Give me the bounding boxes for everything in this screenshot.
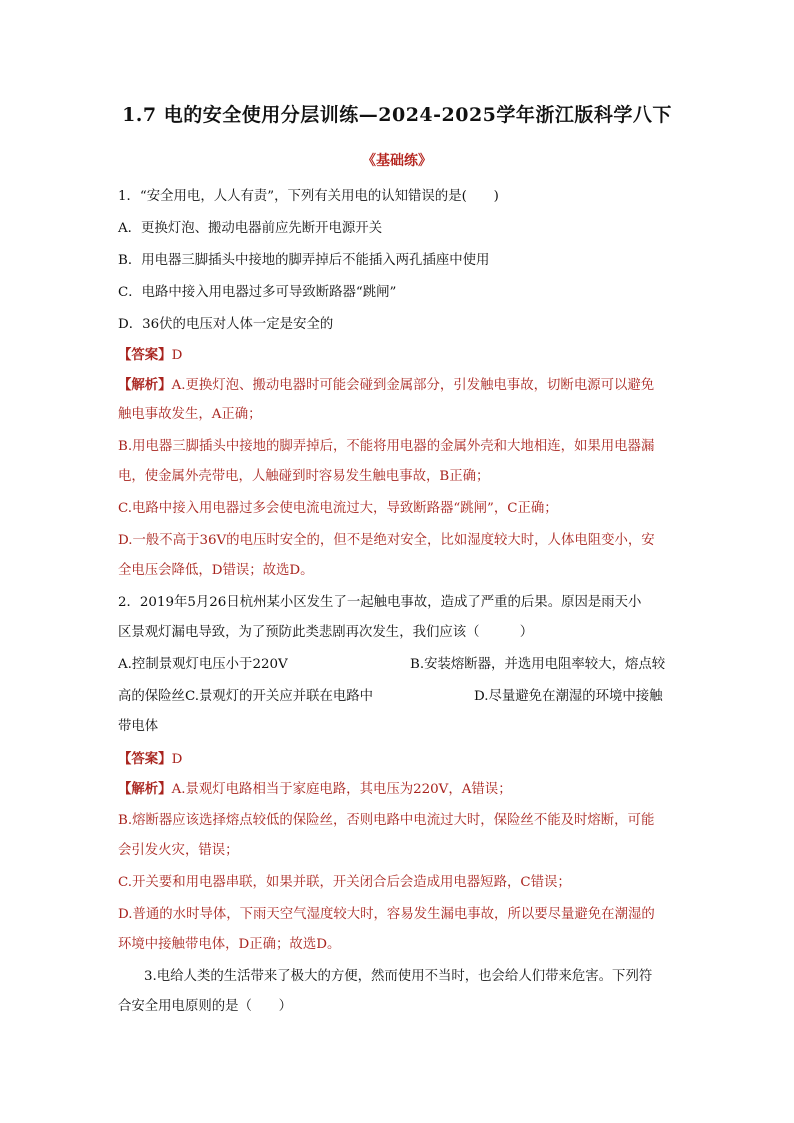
answer-label: 【答案】 [118, 347, 172, 363]
document-title: 1.7 电的安全使用分层训练—2024-2025学年浙江版科学八下 [122, 104, 672, 126]
q1-analysis-line: 电，使金属外壳带电，人触碰到时容易发生触电事故，B正确； [118, 469, 490, 484]
q2-option-b-cont: 高的保险丝 [118, 689, 185, 704]
analysis-label: 【解析】 [118, 781, 172, 797]
q2-answer [118, 750, 678, 769]
answer-value: D [171, 348, 183, 363]
answer-value: D [171, 752, 183, 767]
q2-analysis-line: D.普通的水时导体，下雨天空气湿度较大时，容易发生漏电事故，所以要尽量避免在潮湿的 [118, 907, 655, 922]
q1-option-b: B．用电器三脚插头中接地的脚弄掉后不能插入两孔插座中使用 [118, 253, 490, 268]
q1-option-a: A．更换灯泡、搬动电器前应先断开电源开关 [118, 221, 383, 236]
q2-analysis-line: 会引发火灾，错误； [118, 843, 239, 858]
q2-option-d: D.尽量避免在潮湿的环境中接触 [474, 689, 663, 704]
q2-analysis-line: C.开关要和用电器串联，如果并联，开关闭合后会造成用电器短路，C错误； [118, 875, 571, 890]
q1-analysis-line: 全电压会降低，D错误；故选D。 [118, 563, 314, 578]
q1-analysis-line: 触电事故发生，A正确； [118, 407, 262, 422]
q1-stem: 1．“安全用电，人人有责”，下列有关用电的认知错误的是( ) [118, 189, 499, 204]
q2-option-d-cont: 带电体 [118, 719, 159, 734]
q3-stem: 3.电给人类的生活带来了极大的方便，然而使用不当时，也会给人们带来危害。下列符 [144, 969, 653, 984]
q2-analysis-line [118, 780, 678, 799]
q2-analysis-line: 环境中接触带电体，D正确；故选D。 [118, 937, 341, 952]
analysis-label: 【解析】 [118, 377, 172, 393]
q1-analysis-line: D.一般不高于36V的电压时安全的，但不是绝对安全，比如湿度较大时，人体电阻变小，安 [118, 533, 655, 548]
q2-stem: 区景观灯漏电导致，为了预防此类悲剧再次发生，我们应该（ ） [118, 625, 534, 640]
q2-analysis-line: B.熔断器应该选择熔点较低的保险丝，否则电路中电流过大时，保险丝不能及时熔断，可能 [118, 813, 655, 828]
q1-analysis-line: B.用电器三脚插头中接地的脚弄掉后，不能将用电器的金属外壳和大地相连，如果用电器漏 [118, 439, 655, 454]
q3-stem: 合安全用电原则的是（ ） [118, 999, 293, 1014]
q1-option-c: C．电路中接入用电器过多可导致断路器“跳闸” [118, 285, 397, 300]
section-heading: 《基础练》 [362, 153, 432, 169]
q2-stem: 2．2019年5月26日杭州某小区发生了一起触电事故，造成了严重的后果。原因是雨天小 [118, 595, 642, 610]
q1-answer [118, 346, 678, 365]
q2-option-a: A.控制景观灯电压小于220V [118, 657, 288, 672]
analysis-text: A.更换灯泡、搬动电器时可能会碰到金属部分，引发触电事故，切断电源可以避免 [171, 378, 655, 393]
q1-analysis-line: C.电路中接入用电器过多会使电流电流过大，导致断路器“跳闸”，C正确； [118, 501, 558, 516]
answer-label: 【答案】 [118, 751, 172, 767]
q2-option-b: B.安装熔断器，并选用电阻率较大，熔点较 [410, 657, 666, 672]
q2-option-c: C.景观灯的开关应并联在电路中 [184, 689, 374, 704]
q2-options-row [118, 688, 678, 706]
q2-options-row [118, 656, 678, 674]
q1-analysis-line [118, 376, 678, 395]
q1-option-d: D．36伏的电压对人体一定是安全的 [118, 317, 334, 332]
analysis-text: A.景观灯电路相当于家庭电路，其电压为220V，A错误； [171, 782, 512, 797]
